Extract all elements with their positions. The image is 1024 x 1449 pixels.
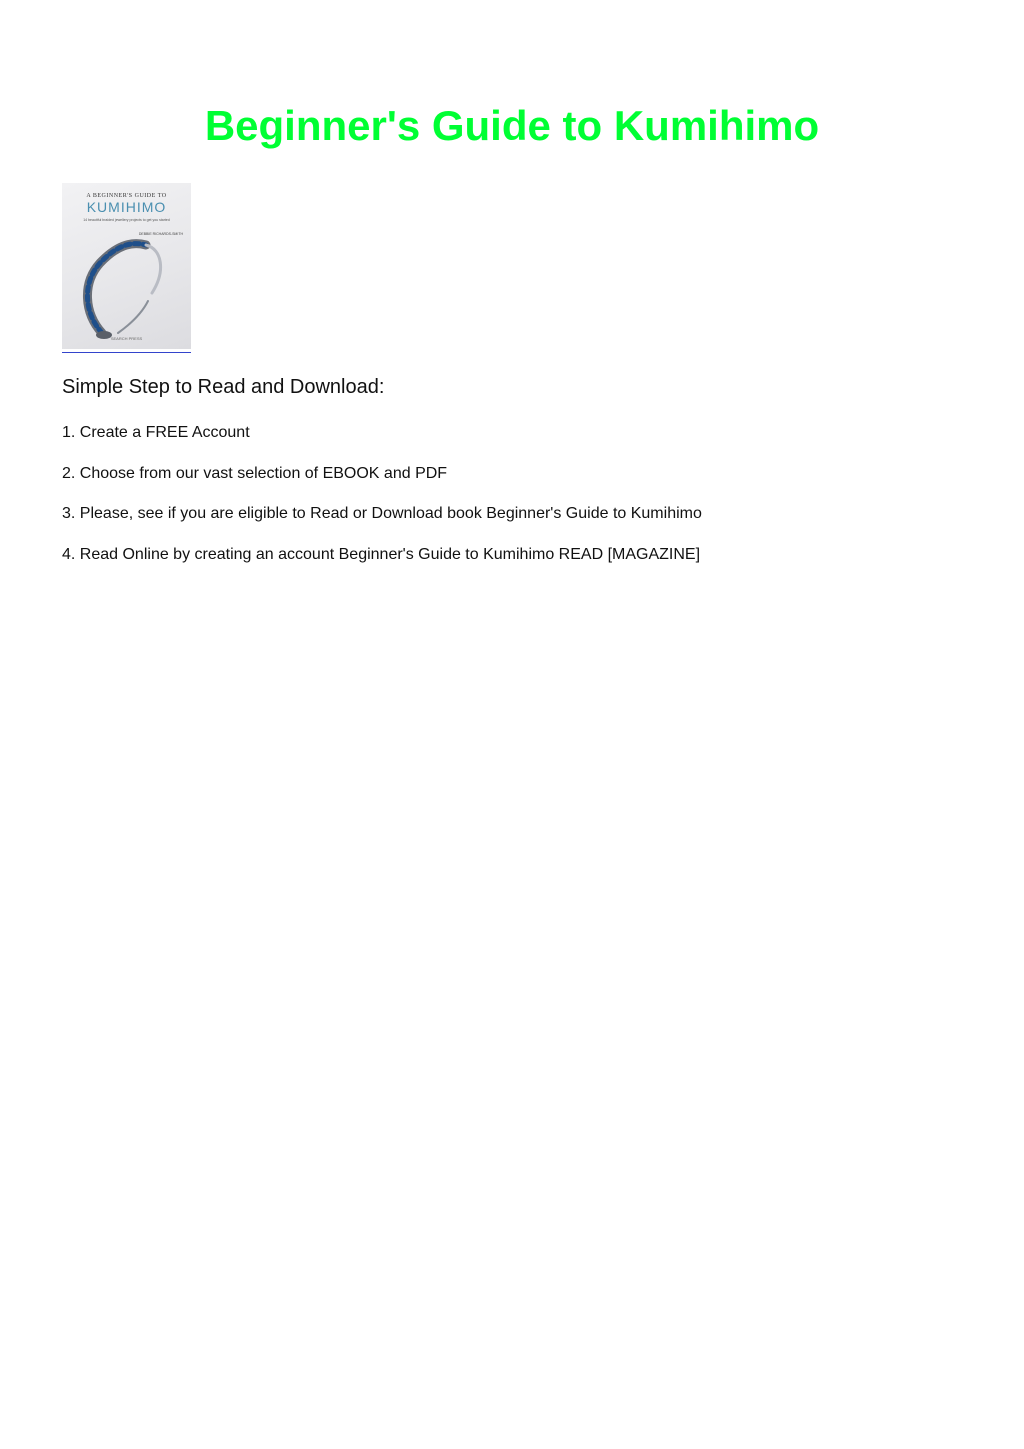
cover-heading: A BEGINNER'S GUIDE TO (86, 193, 167, 199)
step-item: 1. Create a FREE Account (62, 424, 250, 441)
cover-subtitle: 14 beautiful braided jewellery projects to get you started (83, 218, 170, 222)
cover-author: DEBBIE RICHARDS-SMITH (138, 232, 183, 236)
section-heading: Simple Step to Read and Download: (62, 376, 385, 398)
steps-list (62, 423, 702, 585)
book-cover-link[interactable] (62, 183, 191, 353)
step-item: 4. Read Online by creating an account Beginner's Guide to Kumihimo READ [MAGAZINE] (62, 545, 701, 563)
cover-title: KUMIHIMO (86, 199, 167, 215)
bracelet-illustration (62, 183, 191, 349)
page-title: Beginner's Guide to Kumihimo (204, 102, 820, 149)
step-item: 2. Choose from our vast selection of EBOOK and PDF (62, 464, 448, 482)
step-item: 3. Please, see if you are eligible to Read or Download book Beginner's Guide to Kumihimo (62, 505, 702, 522)
book-cover-image (62, 183, 191, 349)
cover-publisher: SEARCH PRESS (110, 336, 143, 341)
